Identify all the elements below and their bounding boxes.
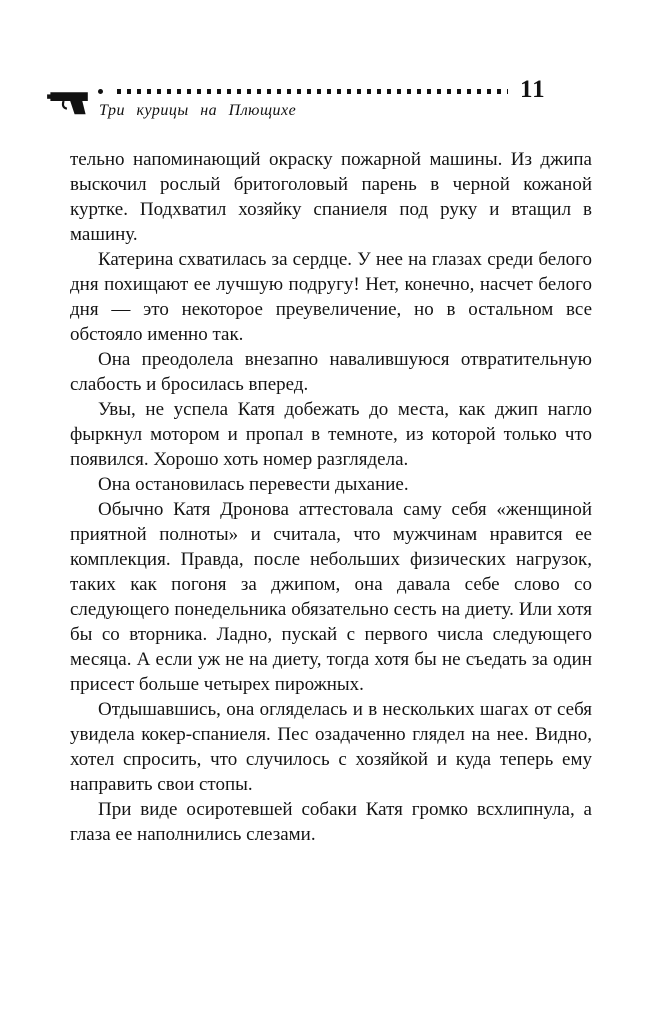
paragraph: Обычно Катя Дронова аттестовала саму себя «женщиной приятной полноты» и считала, что мужчинам нравится ее комплекция. Правда, после небольших физических нагрузок, таких как погоня за джипом, она давала себе слово со следующего понедельника обязательно сесть на диету. Или хотя бы со вторника. Ладно, пускай с первого числа следующего месяца. А если уж не на диету, тогда хотя бы не съедать за один присест больше четырех пирожных. bbox=[70, 499, 592, 695]
dots-fill bbox=[117, 89, 508, 94]
text-block bbox=[70, 147, 592, 847]
paragraph: При виде осиротевшей собаки Катя громко всхлипнула, а глаза ее наполнились слезами. bbox=[70, 799, 592, 845]
paragraph: Она остановилась перевести дыхание. bbox=[98, 474, 409, 495]
paragraph: Отдышавшись, она огляделась и в нескольких шагах от себя увидела кокер-спаниеля. Пес озадаченно глядел на нее. Видно, хотел спросить, что случилось с хозяйкой и куда теперь ему направить свои стопы. bbox=[70, 699, 592, 795]
paragraph: Она преодолела внезапно навалившуюся отвратительную слабость и бросилась вперед. bbox=[70, 349, 592, 395]
paragraph: Катерина схватилась за сердце. У нее на глазах среди белого дня похищают ее лучшую подругу! Нет, конечно, насчет белого дня — это некоторое преувеличение, но в остальном все обстояло именно так. bbox=[70, 249, 592, 345]
lead-dot bbox=[98, 89, 103, 94]
dotted-rule bbox=[98, 89, 508, 94]
paragraph: тельно напоминающий окраску пожарной машины. Из джипа выскочил рослый бритоголовый парень в черной кожаной куртке. Подхватил хозяйку спаниеля под руку и втащил в машину. bbox=[70, 149, 592, 245]
running-title: Три курицы на Плющихе bbox=[99, 102, 297, 119]
paragraph: Увы, не успела Катя добежать до места, как джип нагло фыркнул мотором и пропал в темноте, из которой только что появился. Хорошо хоть номер разглядела. bbox=[70, 399, 592, 470]
pistol-icon bbox=[46, 86, 90, 116]
page-number: 11 bbox=[520, 76, 546, 103]
page-header bbox=[0, 76, 662, 140]
